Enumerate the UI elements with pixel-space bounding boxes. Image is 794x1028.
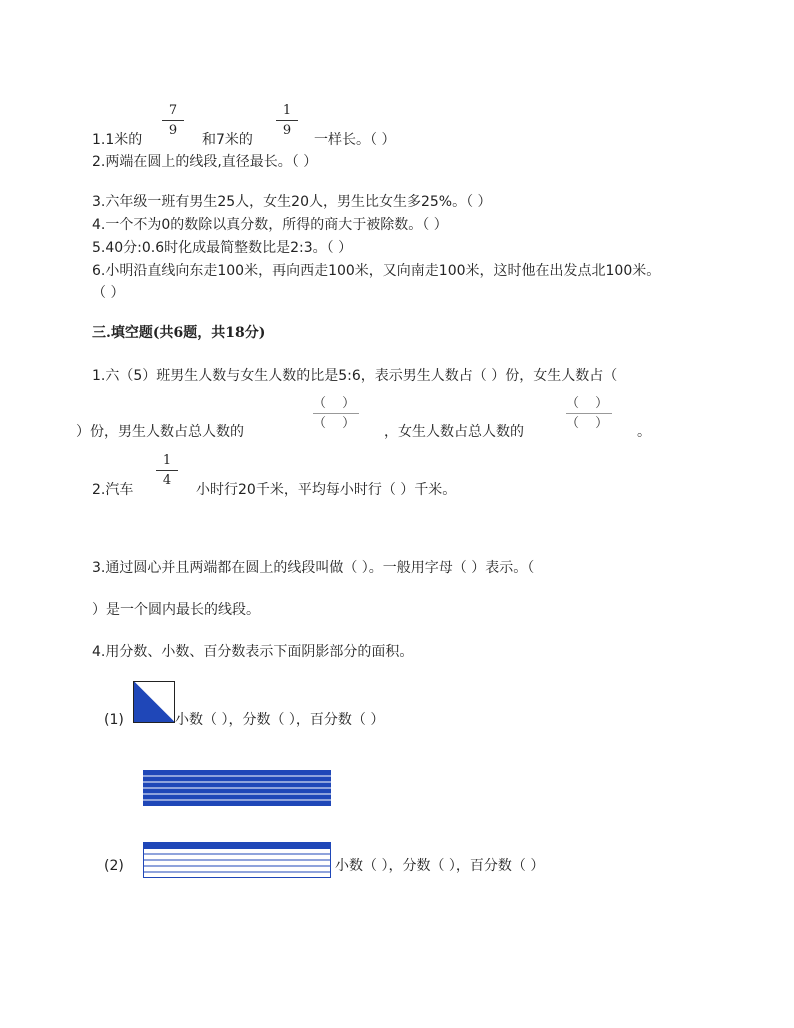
fraction-blank-boys: [313, 396, 362, 431]
part-1-label: (1): [104, 712, 124, 728]
fraction-numerator: （ ）: [566, 396, 615, 411]
judge-q6-line2: （ ）: [92, 285, 125, 301]
fill-q3-line2: ）是一个圆内最长的线段。: [92, 602, 260, 618]
fraction-numerator: （ ）: [313, 396, 362, 411]
judge-q1-part-c: 一样长。（ ）: [314, 132, 396, 148]
fraction-seven-ninths: [162, 103, 184, 138]
fraction-blank-girls: [566, 396, 615, 431]
judge-q3: 3.六年级一班有男生25人，女生20人，男生比女生多25%。（ ）: [92, 194, 492, 210]
judge-q6-line1: 6.小明沿直线向东走100米，再向西走100米，又向南走100米，这时他在出发点北100米。: [92, 263, 661, 279]
fraction-bar: [313, 413, 359, 414]
fill-q2-part-b: 小时行20千米，平均每小时行（ ）千米。: [196, 482, 457, 498]
fully-shaded-rectangle: [143, 770, 331, 806]
half-shaded-square: [133, 681, 175, 723]
judge-q1-part-a: 1.1米的: [92, 132, 143, 148]
fraction-one-quarter: [156, 453, 178, 488]
fraction-bar: [566, 413, 612, 414]
part-1-answers: 小数（ ），分数（ ），百分数（ ）: [175, 712, 385, 728]
judge-q1-part-b: 和7米的: [202, 132, 253, 148]
judge-q4: 4.一个不为0的数除以真分数，所得的商大于被除数。（ ）: [92, 217, 448, 233]
fill-q1-line2-a: ）份，男生人数占总人数的: [76, 424, 244, 440]
fraction-bar: [276, 120, 298, 121]
shaded-area: [143, 842, 331, 849]
fill-q1-line2-b: ，女生人数占总人数的: [384, 424, 524, 440]
fraction-one-ninth: [276, 103, 298, 138]
fraction-denominator: （ ）: [566, 416, 615, 431]
fraction-numerator: 1: [162, 453, 172, 468]
fraction-denominator: 9: [168, 123, 178, 138]
judge-q2: 2.两端在圆上的线段,直径最长。（ ）: [92, 154, 318, 170]
fraction-bar: [156, 470, 178, 471]
fraction-denominator: 9: [282, 123, 292, 138]
fraction-numerator: 1: [282, 103, 292, 118]
part-2-label: (2): [104, 858, 124, 874]
fraction-denominator: （ ）: [313, 416, 362, 431]
fill-q1-line2-c: 。: [637, 424, 651, 440]
fraction-denominator: 4: [162, 473, 172, 488]
fraction-numerator: 7: [168, 103, 178, 118]
section-heading: 三.填空题(共6题，共18分): [92, 325, 266, 341]
fill-q3-line1: 3.通过圆心并且两端都在圆上的线段叫做（ ）。一般用字母（ ）表示。（: [92, 560, 535, 576]
unshaded-area: [143, 849, 331, 878]
part-2-answers: 小数（ ），分数（ ），百分数（ ）: [335, 858, 545, 874]
partially-shaded-rectangle: [143, 842, 331, 878]
fraction-bar: [162, 120, 184, 121]
fill-q4-intro: 4.用分数、小数、百分数表示下面阴影部分的面积。: [92, 644, 414, 660]
fill-q1-line1: 1.六（5）班男生人数与女生人数的比是5:6，表示男生人数占（ ）份，女生人数占（: [92, 368, 618, 384]
judge-q5: 5.40分:0.6时化成最简整数比是2:3。（ ）: [92, 240, 353, 256]
fill-q2-part-a: 2.汽车: [92, 482, 134, 498]
